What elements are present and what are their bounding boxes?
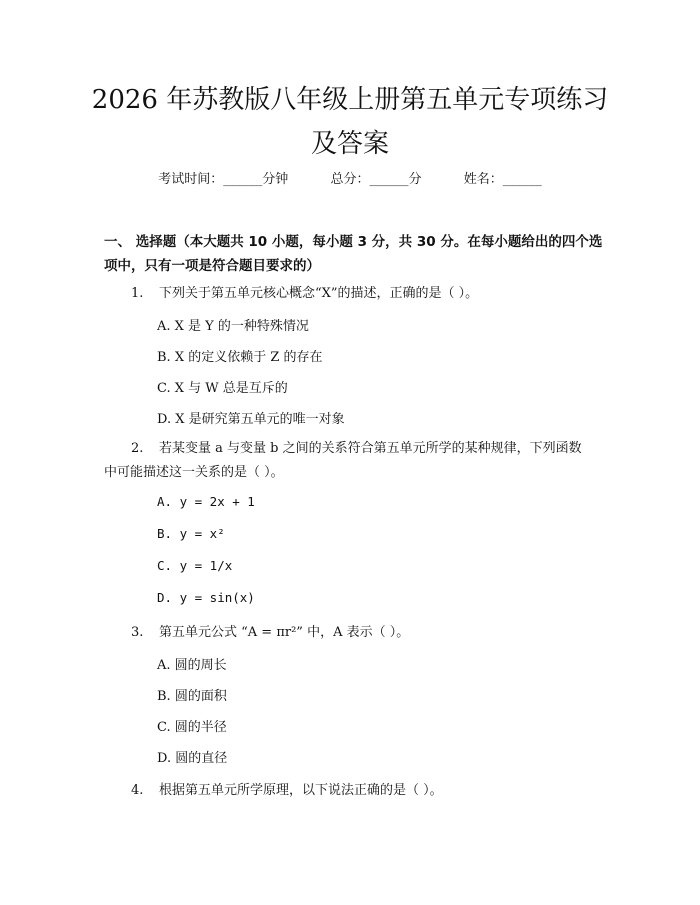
question-text: 下列关于第五单元核心概念“X”的描述，正确的是（ ）。: [159, 286, 479, 301]
question-number: 4.: [131, 783, 144, 798]
question-text: 第五单元公式 “A = πr²” 中，A 表示（ ）。: [159, 625, 410, 640]
option-3d: D. 圆的直径: [157, 751, 228, 766]
option-2d: D. y = sin(x): [157, 590, 255, 605]
question-number: 1.: [131, 286, 144, 301]
option-1b: B. X 的定义依赖于 Z 的存在: [157, 350, 323, 365]
exam-time: 考试时间：______分钟: [158, 172, 289, 187]
option-3a: A. 圆的周长: [157, 658, 227, 673]
option-3c: C. 圆的半径: [157, 720, 227, 735]
question-4: [131, 779, 443, 798]
option-1a: A. X 是 Y 的一种特殊情况: [157, 319, 309, 334]
question-1: [131, 282, 478, 301]
option-1c: C. X 与 W 总是互斥的: [157, 381, 288, 396]
title-line-1: 2026 年苏教版八年级上册第五单元专项练习: [91, 85, 609, 115]
question-number: 2.: [131, 441, 144, 456]
question-2: [104, 437, 604, 485]
option-2b: B. y = x²: [157, 526, 225, 541]
question-3: [131, 621, 409, 640]
question-number: 3.: [131, 625, 144, 640]
student-name: 姓名：______: [463, 172, 542, 187]
title-line-2: 及答案: [310, 129, 389, 159]
document-title: [0, 78, 700, 166]
option-3b: B. 圆的面积: [157, 689, 227, 704]
question-text: 根据第五单元所学原理，以下说法正确的是（ ）。: [159, 783, 443, 798]
option-2c: C. y = 1/x: [157, 558, 233, 573]
question-text-line-1: 若某变量 a 与变量 b 之间的关系符合第五单元所学的某种规律，下列函数: [159, 441, 582, 456]
option-1d: D. X 是研究第五单元的唯一对象: [157, 412, 345, 427]
question-text-line-2: 中可能描述这一关系的是（ ）。: [104, 465, 284, 480]
option-2a: A. y = 2x + 1: [157, 494, 255, 509]
section-heading: 一、 选择题（本大题共 10 小题，每小题 3 分，共 30 分。在每小题给出的四个选项中，只有一项是符合题目要求的）: [104, 234, 603, 274]
exam-meta: [0, 168, 700, 187]
exam-score: 总分：______分: [330, 172, 422, 187]
